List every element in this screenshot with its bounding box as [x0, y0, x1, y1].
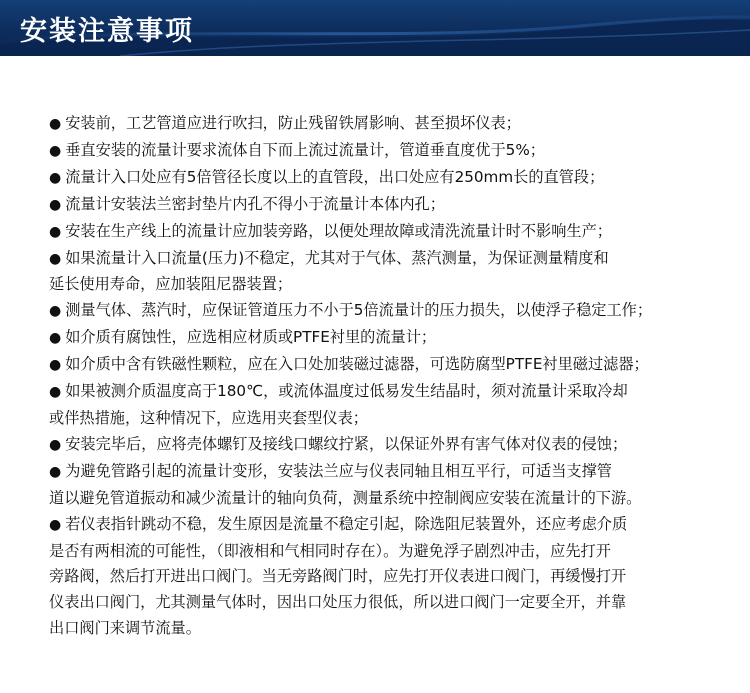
- list-item-text: 安装在生产线上的流量计应加装旁路，以便处理故障或清洗流量计时不影响生产；: [65, 221, 612, 240]
- bullet-icon: ●: [49, 116, 62, 132]
- section-header: [0, 0, 750, 56]
- list-item-continuation: [49, 539, 729, 565]
- list-item-text: 如果流量计入口流量(压力)不稳定，尤其对于气体、蒸汽测量，为保证测量精度和: [65, 248, 609, 267]
- list-item-text: 出口阀门来调节流量。: [49, 619, 201, 638]
- list-item-continuation: [49, 272, 729, 298]
- list-item-continuation: [49, 406, 729, 432]
- page-title: 安装注意事项: [20, 16, 194, 47]
- list-item-text: 若仪表指针跳动不稳，发生原因是流量不稳定引起，除选阻尼装置外，还应考虑介质: [65, 514, 628, 533]
- list-item: [49, 432, 729, 459]
- bullet-icon: ●: [49, 463, 62, 480]
- bullet-icon: ●: [49, 169, 62, 186]
- bullet-icon: ●: [49, 303, 62, 320]
- list-item-text: 垂直安装的流量计要求流体自下而上流过流量计，管道垂直度优于5%；: [65, 140, 545, 159]
- list-item: [49, 165, 729, 192]
- list-item-text: 延长使用寿命，应加装阻尼器装置；: [49, 275, 292, 294]
- list-item: [49, 379, 729, 406]
- list-item-text: 或伴热措施，这种情况下，应选用夹套型仪表；: [49, 408, 368, 427]
- notes-list: [49, 111, 729, 642]
- list-item-continuation: [49, 486, 729, 512]
- list-item-text: 安装完毕后，应将壳体螺钉及接线口螺纹拧紧，以保证外界有害气体对仪表的侵蚀；: [65, 434, 628, 453]
- list-item-text: 仪表出口阀门，尤其测量气体时，因出口处压力很低，所以进口阀门一定要全开，并靠: [49, 593, 627, 612]
- list-item-text: 是否有两相流的可能性，（即液相和气相同时存在）。为避免浮子剧烈冲击，应先打开: [49, 541, 611, 560]
- bullet-icon: ●: [49, 436, 62, 453]
- list-item-text: 道以避免管道振动和减少流量计的轴向负荷，测量系统中控制阀应安装在流量计的下游。: [49, 488, 642, 507]
- bullet-icon: ●: [49, 516, 62, 533]
- bullet-icon: ●: [49, 384, 62, 401]
- bullet-icon: ●: [49, 250, 62, 267]
- list-item-continuation: [49, 590, 729, 616]
- list-item-text: 为避免管路引起的流量计变形，安装法兰应与仪表同轴且相互平行，可适当支撑管: [65, 461, 612, 480]
- list-item-text: 如介质中含有铁磁性颗粒，应在入口处加装磁过滤器，可选防腐型PTFE衬里磁过滤器；: [65, 355, 649, 374]
- list-item: [49, 219, 729, 246]
- bullet-icon: ●: [49, 196, 62, 213]
- list-item: [49, 512, 729, 539]
- list-item: [49, 352, 729, 379]
- list-item-continuation: [49, 616, 729, 642]
- list-item-text: 测量气体、蒸汽时，应保证管道压力不小于5倍流量计的压力损失，以使浮子稳定工作；: [65, 301, 653, 320]
- list-item: [49, 325, 729, 352]
- bullet-icon: ●: [49, 357, 62, 374]
- list-item-text: 如果被测介质温度高于180℃，或流体温度过低易发生结晶时，须对流量计采取冷却: [65, 382, 628, 401]
- list-item-text: 旁路阀，然后打开进出口阀门。当无旁路阀门时，应先打开仪表进口阀门，再缓慢打开: [49, 567, 627, 586]
- list-item-continuation: [49, 564, 729, 590]
- list-item-text: 流量计入口处应有5倍管径长度以上的直管段，出口处应有250mm长的直管段；: [65, 167, 605, 186]
- bullet-icon: ●: [49, 142, 62, 159]
- list-item: [49, 459, 729, 486]
- list-item: [49, 192, 729, 219]
- list-item: [49, 111, 729, 138]
- list-item: [49, 246, 729, 273]
- list-item: [49, 138, 729, 165]
- list-item: [49, 298, 729, 325]
- bullet-icon: ●: [49, 223, 62, 240]
- list-item-text: 如介质有腐蚀性，应选相应材质或PTFE衬里的流量计；: [65, 328, 437, 347]
- list-item-text: 流量计安装法兰密封垫片内孔不得小于流量计本体内孔；: [65, 194, 445, 213]
- list-item-text: 安装前，工艺管道应进行吹扫，防止残留铁屑影响、甚至损坏仪表；: [65, 114, 521, 132]
- bullet-icon: ●: [49, 330, 62, 347]
